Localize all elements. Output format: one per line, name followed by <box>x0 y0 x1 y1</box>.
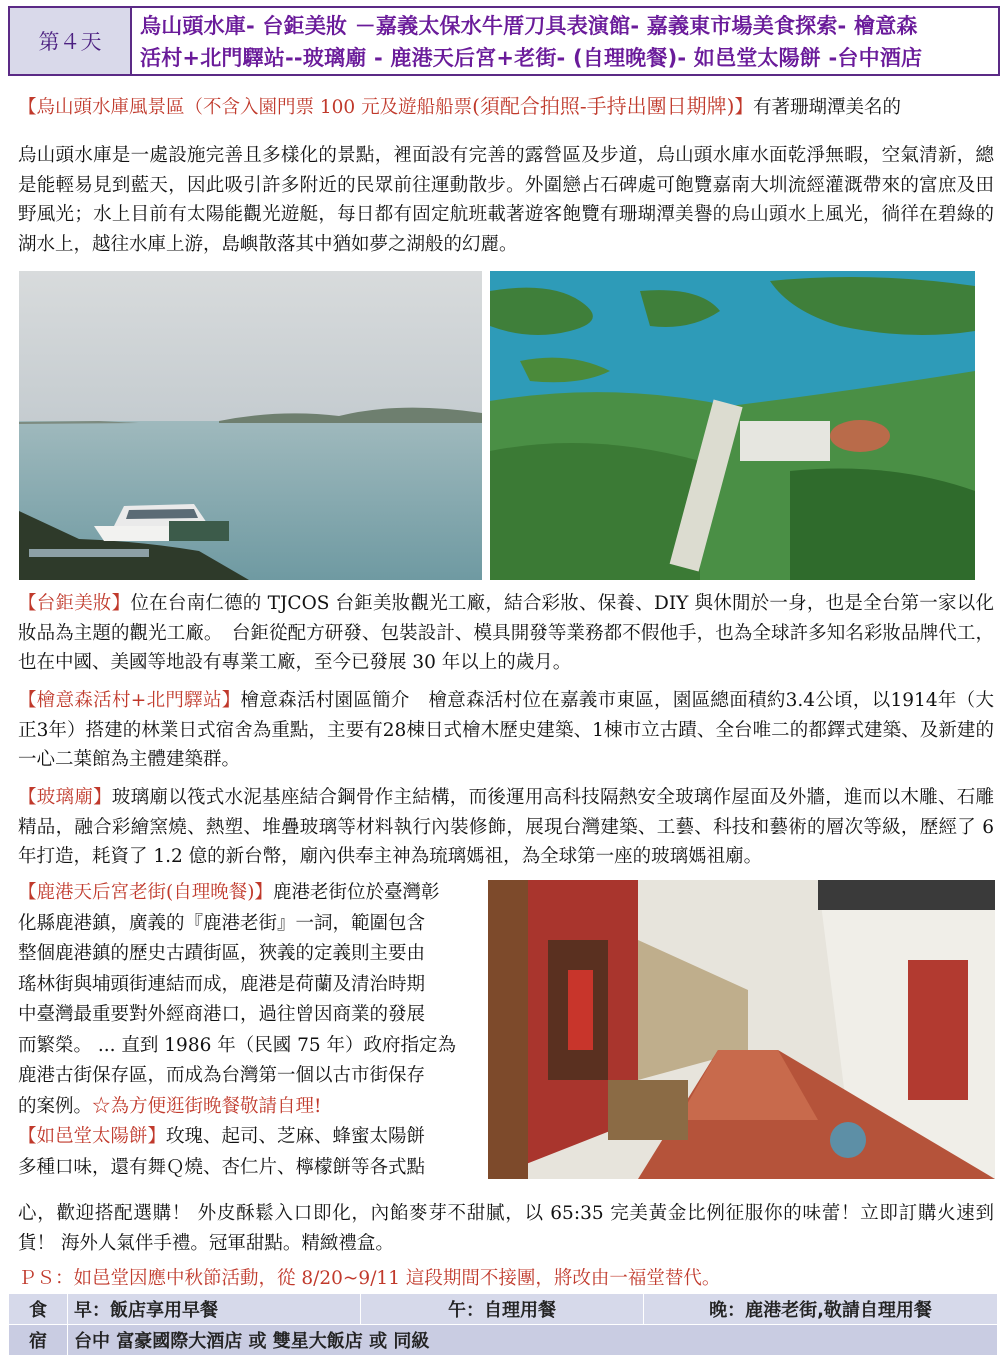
hinoki-body: 檜意森活村園區簡介 檜意森活村位在嘉義市東區，園區總面積約3.4公頃，以1914年（大正3年）搭建的林業日式宿舍為重點，主要有28棟日式檜木歷史建築、1棟市立古蹟、全台唯二的都鐸式建築、及新建的一心二葉館為主體建築群。 <box>18 690 994 770</box>
route-title <box>132 8 998 74</box>
day-header <box>8 6 1000 76</box>
lukang-line-7: 的案例。 <box>18 1095 93 1117</box>
lukang-line-3: 瑤林街與埔頭街連結而成，鹿港是荷蘭及清治時期 <box>18 973 426 995</box>
lukang-dinner-note: ☆為方便逛街晚餐敬請自理! <box>92 1095 322 1117</box>
wushantou-section <box>18 92 994 123</box>
breakfast-cell: 早：飯店享用早餐 <box>68 1294 361 1325</box>
lukang-line-0: 鹿港老街位於臺灣彰 <box>272 882 440 903</box>
glass-temple-section <box>18 783 994 872</box>
wushantou-lake-boat-photo <box>19 271 482 580</box>
tjcos-tag: 【台鉅美妝】 <box>18 593 131 614</box>
wushantou-body: 烏山頭水庫是一處設施完善且多樣化的景點，裡面設有完善的露營區及步道，烏山頭水庫水面乾淨無暇，空氣清新，總是能輕易見到藍天，因此吸引許多附近的民眾前往運動散步。外圍戀占石碑處可飽覽嘉南大圳流經灌溉帶來的富庶及田野風光；水上目前有太陽能觀光遊艇，每日都有固定航班載著遊客飽覽有珊瑚潭美譽的烏山頭水上風光，徜徉在碧綠的湖水上，越往水庫上游，島嶼散落其中猶如夢之湖般的幻麗。 <box>18 145 994 255</box>
glass-temple-body: 玻璃廟以筏式水泥基座結合鋼骨作主結構，而後運用高科技隔熱安全玻璃作屋面及外牆，進而以木雕、石雕精品，融合彩繪窯燒、熱塑、堆疊玻璃等材料執行內裝修飾，展現台灣建築、工藝、科技和藝術的層次等級，歷經了 6 年打造，耗資了 1.2 億的新台幣，廟內供奉主神為琉璃媽祖，為全球第一座的玻璃媽祖廟。 <box>18 787 994 867</box>
lukang-line-4: 中臺灣最重要對外經商港口，過往曾因商業的發展 <box>18 1004 426 1025</box>
route-line-2: 活村+北門驛站--玻璃廟 - 鹿港天后宮+老街- (自理晚餐)- 如邑堂太陽餅 -台中酒店 <box>140 46 923 70</box>
lukang-line-2: 整個鹿港鎮的歷史古蹟街區，狹義的定義則主要由 <box>18 943 426 964</box>
day-label: 第４天 <box>10 8 132 74</box>
wushantou-aerial-photo <box>490 271 975 580</box>
ruyitang-tag: 【如邑堂太陽餅】 <box>18 1126 167 1147</box>
lukang-line-5: 而繁榮。 ... 直到 1986 年（民國 75 年）政府指定為 <box>18 1034 457 1056</box>
lodging-cell: 台中 富豪國際大酒店 或 雙星大飯店 或 同級 <box>68 1325 998 1356</box>
lukang-tag: 【鹿港天后宮老街(自理晚餐)】 <box>18 882 273 903</box>
wushantou-photo-note: (須配合拍照-手持出團日期牌) <box>472 94 735 118</box>
wushantou-tag: 【烏山頭水庫風景區（不含入園門票 100 元及遊船船票 <box>18 97 473 118</box>
hinoki-tag: 【檜意森活村+北門驛站】 <box>18 690 241 711</box>
meal-row <box>9 1294 998 1325</box>
meal-label: 食 <box>9 1294 68 1325</box>
lukang-section <box>18 878 480 1183</box>
ps-note: ＰＳ：如邑堂因應中秋節活動，從 8/20~9/11 這段期間不接團，將改由一福堂替代。 <box>18 1268 721 1289</box>
lodging-label: 宿 <box>9 1325 68 1356</box>
lukang-old-street-photo <box>488 880 995 1179</box>
lukang-line-6: 鹿港古街保存區，而成為台灣第一個以古市街保存 <box>18 1065 426 1086</box>
dinner-cell: 晚：鹿港老街,敬請自理用餐 <box>644 1294 998 1325</box>
meal-lodging-table <box>8 1293 998 1356</box>
wushantou-intro: 有著珊瑚潭美名的 <box>752 97 901 118</box>
glass-temple-tag: 【玻璃廟】 <box>18 787 112 808</box>
lodging-row <box>9 1325 998 1356</box>
lukang-line-1: 化縣鹿港鎮，廣義的『鹿港老街』一詞，範圍包含 <box>18 912 426 934</box>
hinoki-section <box>18 686 994 775</box>
tjcos-section <box>18 589 994 678</box>
route-line-1: 烏山頭水庫- 台鉅美妝 －嘉義太保水牛厝刀具表演館- 嘉義東市場美食探索- 檜意森 <box>140 14 918 38</box>
ruyitang-line-0: 玫瑰、起司、芝麻、蜂蜜太陽餅 <box>166 1126 426 1147</box>
wushantou-tag-close: 】 <box>734 97 753 118</box>
tjcos-body: 位在台南仁德的 TJCOS 台鉅美妝觀光工廠，結合彩妝、保養、DIY 與休閒於一身，也是全台第一家以化妝品為主題的觀光工廠。 台鉅從配方研發、包裝設計、模具開發等業務都不假他手，也為全球許多知名彩妝品牌代工，也在中國、美國等地設有專業工廠，至今已發展 30 年以上的歲月。 <box>18 593 994 673</box>
lunch-cell: 午：自理用餐 <box>361 1294 644 1325</box>
ruyitang-body: 心，歡迎搭配選購！ 外皮酥鬆入口即化，內餡麥芽不甜膩，以 65:35 完美黃金比例征服你的味蕾！立即訂購火速到貨！ 海外人氣伴手禮。冠軍甜點。精緻禮盒。 <box>18 1203 994 1254</box>
ruyitang-line-1: 多種口味，還有舞Ｑ燒、杏仁片、檸檬餅等各式點 <box>18 1156 426 1178</box>
